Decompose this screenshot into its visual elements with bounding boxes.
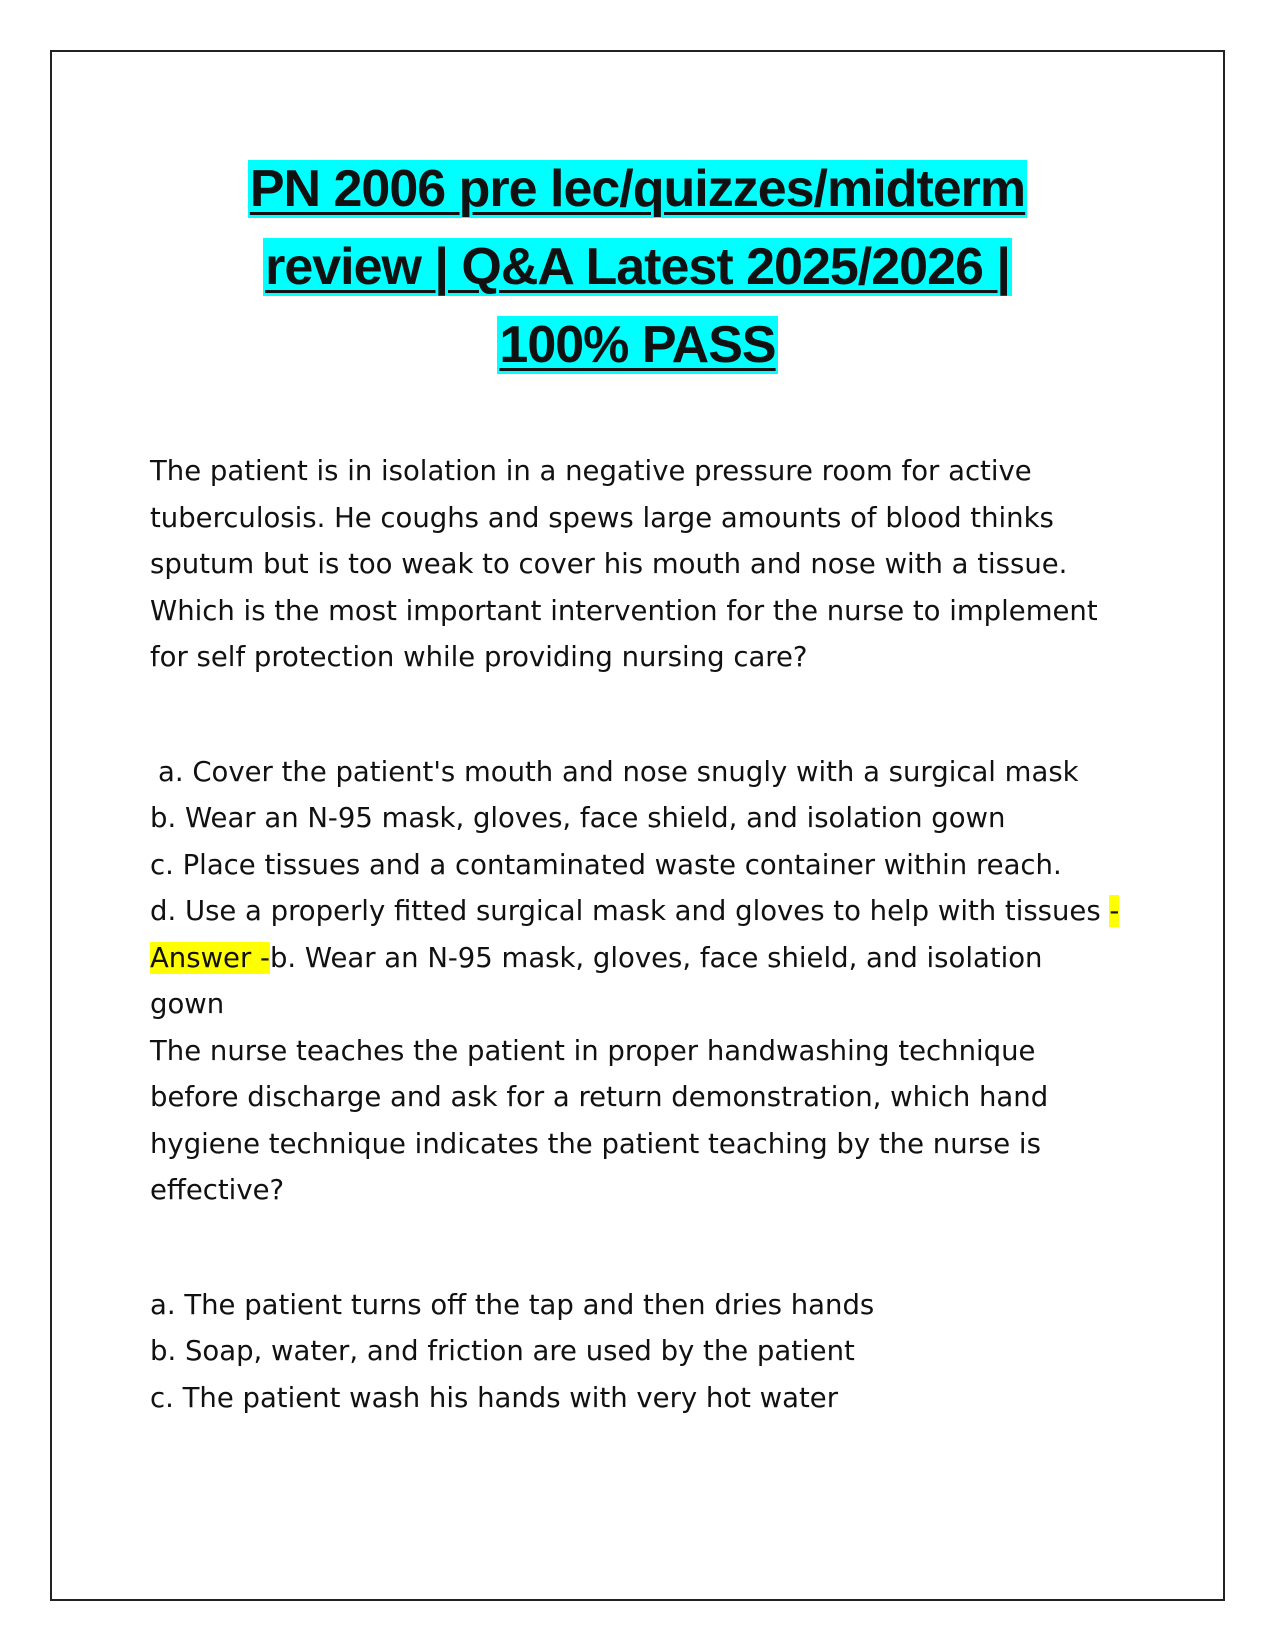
title-line-1: PN 2006 pre lec/quizzes/midterm	[249, 160, 1026, 218]
document-body	[150, 448, 1125, 1421]
title-line-3: 100% PASS	[499, 316, 776, 374]
question-1-text: The patient is in isolation in a negative pressure room for active tuberculosis. He coughs and spews large amounts of blood thinks sputum but is too weak to cover his mouth and nose with a tissue. Which is the most important intervention for the nurse to implement for self protection while providing nursing care?	[150, 455, 1098, 673]
title-line-2: review | Q&A Latest 2025/2026 |	[265, 238, 1010, 296]
question-1-option-d-with-answer	[150, 888, 1125, 1028]
question-1-option-a: a. Cover the patient's mouth and nose snugly with a surgical mask	[158, 755, 1079, 788]
spacer	[150, 1214, 1125, 1282]
question-1-option-b: b. Wear an N-95 mask, gloves, face shield, and isolation gown	[150, 802, 1006, 834]
answer-label: - Answer -	[150, 895, 1120, 974]
question-1-option-c: c. Place tissues and a contaminated waste container within reach.	[150, 848, 1062, 881]
question-2-text: The nurse teaches the patient in proper handwashing technique before discharge and ask for a return demonstration, which hand hygiene technique indicates the patient teaching by the nurse is effective?	[150, 1034, 1049, 1206]
question-1-option-d: d. Use a properly fitted surgical mask and gloves to help with tissues	[150, 895, 1110, 927]
question-1-answer: b. Wear an N-95 mask, gloves, face shield, and isolation gown	[150, 941, 1043, 1020]
question-2-option-c: c. The patient wash his hands with very hot water	[150, 1381, 839, 1414]
spacer	[150, 681, 1125, 749]
question-2-option-a: a. The patient turns off the tap and then dries hands	[150, 1288, 875, 1321]
document-title	[150, 150, 1125, 384]
question-2-option-b: b. Soap, water, and friction are used by the patient	[150, 1335, 855, 1367]
